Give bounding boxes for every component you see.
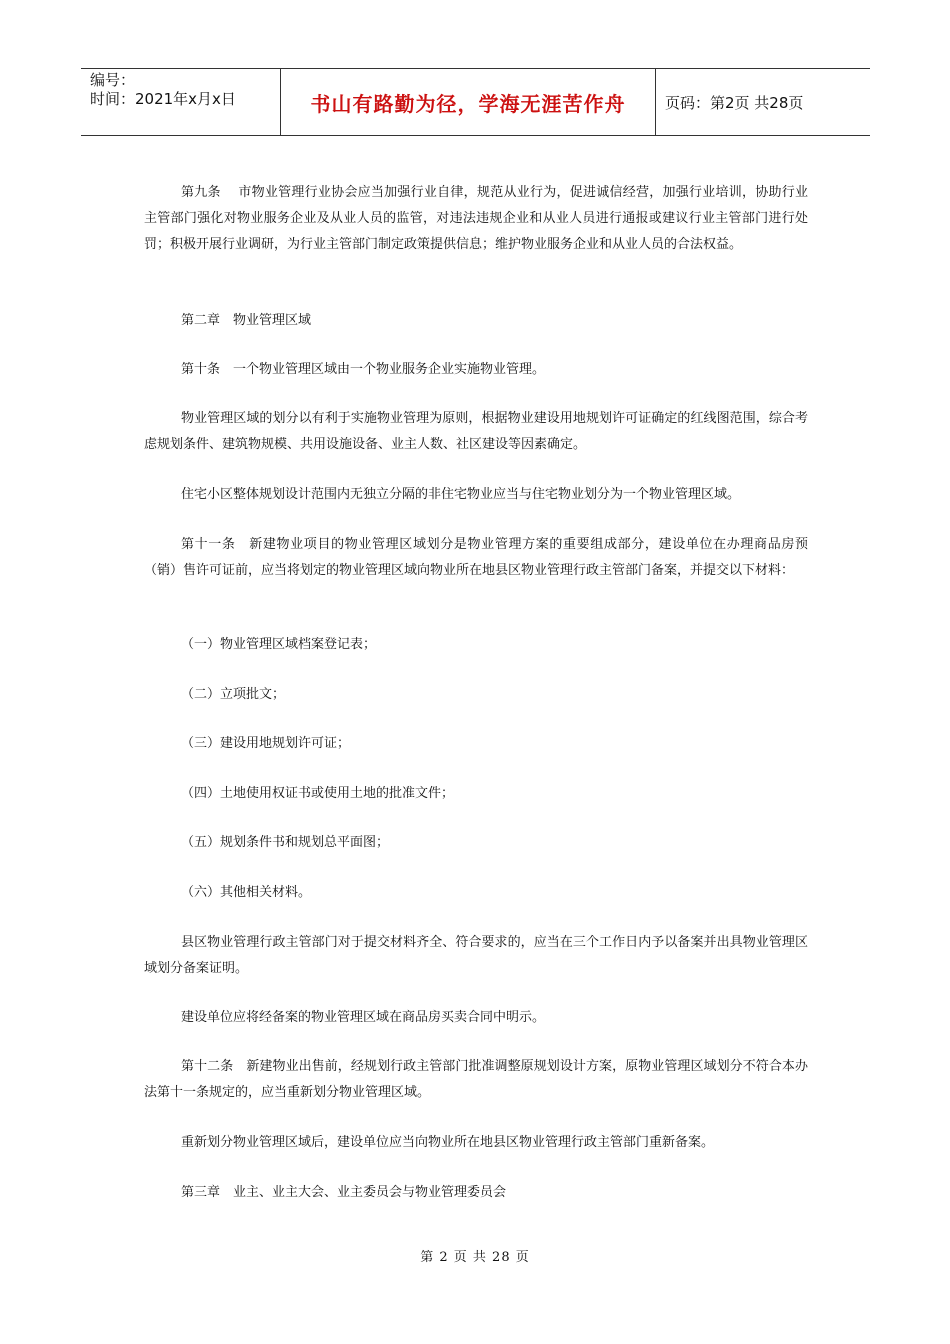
refiling-paragraph: 重新划分物业管理区域后，建设单位应当向物业所在地县区物业管理行政主管部门重新备案。 — [181, 1135, 715, 1150]
sales-contract-paragraph: 建设单位应将经备案的物业管理区域在商品房买卖合同中明示。 — [181, 1010, 546, 1025]
header-motto: 书山有路勤为径，学海无涯苦作舟 — [281, 69, 656, 135]
document-time-label: 时间：2021年x月x日 — [90, 90, 236, 108]
residential-zone-paragraph: 住宅小区整体规划设计范围内无独立分隔的非住宅物业应当与住宅物业划分为一个物业管理区域。 — [181, 487, 741, 502]
header-page-info: 页码：第2页 共28页 — [665, 93, 804, 112]
article-12-paragraph: 第十二条 新建物业出售前，经规划行政主管部门批准调整原规划设计方案，原物业管理区域划分不符合本办法第十一条规定的，应当重新划分物业管理区域。 — [144, 1059, 808, 1100]
article-9-paragraph: 第九条 市物业管理行业协会应当加强行业自律，规范从业行为，促进诚信经营，加强行业培训，协助行业主管部门强化对物业服务企业及从业人员的监管，对违法违规企业和从业人员进行通报或建议行业主管部门进行处罚；积极开展行业调研，为行业主管部门制定政策提供信息；维护物业服务企业和从业人员的合法权益。 — [144, 185, 808, 252]
list-item: （五）规划条件书和规划总平面图； — [181, 835, 390, 850]
document-number-label: 编号： — [90, 71, 136, 89]
chapter-2-heading: 第二章 物业管理区域 — [181, 313, 312, 328]
article-11-paragraph: 第十一条 新建物业项目的物业管理区域划分是物业管理方案的重要组成部分，建设单位在办理商品房预（销）售许可证前，应当将划定的物业管理区域向物业所在地县区物业管理行政主管部门备案，并提交以下材料： — [144, 537, 808, 578]
list-item: （六）其他相关材料。 — [181, 885, 312, 900]
article-10-paragraph: 第十条 一个物业管理区域由一个物业服务企业实施物业管理。 — [181, 362, 546, 377]
list-item: （三）建设用地规划许可证； — [181, 736, 351, 751]
chapter-3-heading: 第三章 业主、业主大会、业主委员会与物业管理委员会 — [181, 1185, 507, 1200]
page-header — [81, 68, 870, 136]
list-item: （一）物业管理区域档案登记表； — [181, 637, 377, 652]
list-item: （四）土地使用权证书或使用土地的批准文件； — [181, 786, 455, 801]
header-meta — [81, 69, 281, 135]
filing-certificate-paragraph: 县区物业管理行政主管部门对于提交材料齐全、符合要求的，应当在三个工作日内予以备案并出具物业管理区域划分备案证明。 — [144, 935, 808, 976]
list-item: （二）立项批文； — [181, 687, 286, 702]
page-footer: 第 2 页 共 28 页 — [420, 1250, 530, 1265]
region-division-paragraph: 物业管理区域的划分以有利于实施物业管理为原则，根据物业建设用地规划许可证确定的红线图范围，综合考虑规划条件、建筑物规模、共用设施设备、业主人数、社区建设等因素确定。 — [144, 411, 808, 452]
